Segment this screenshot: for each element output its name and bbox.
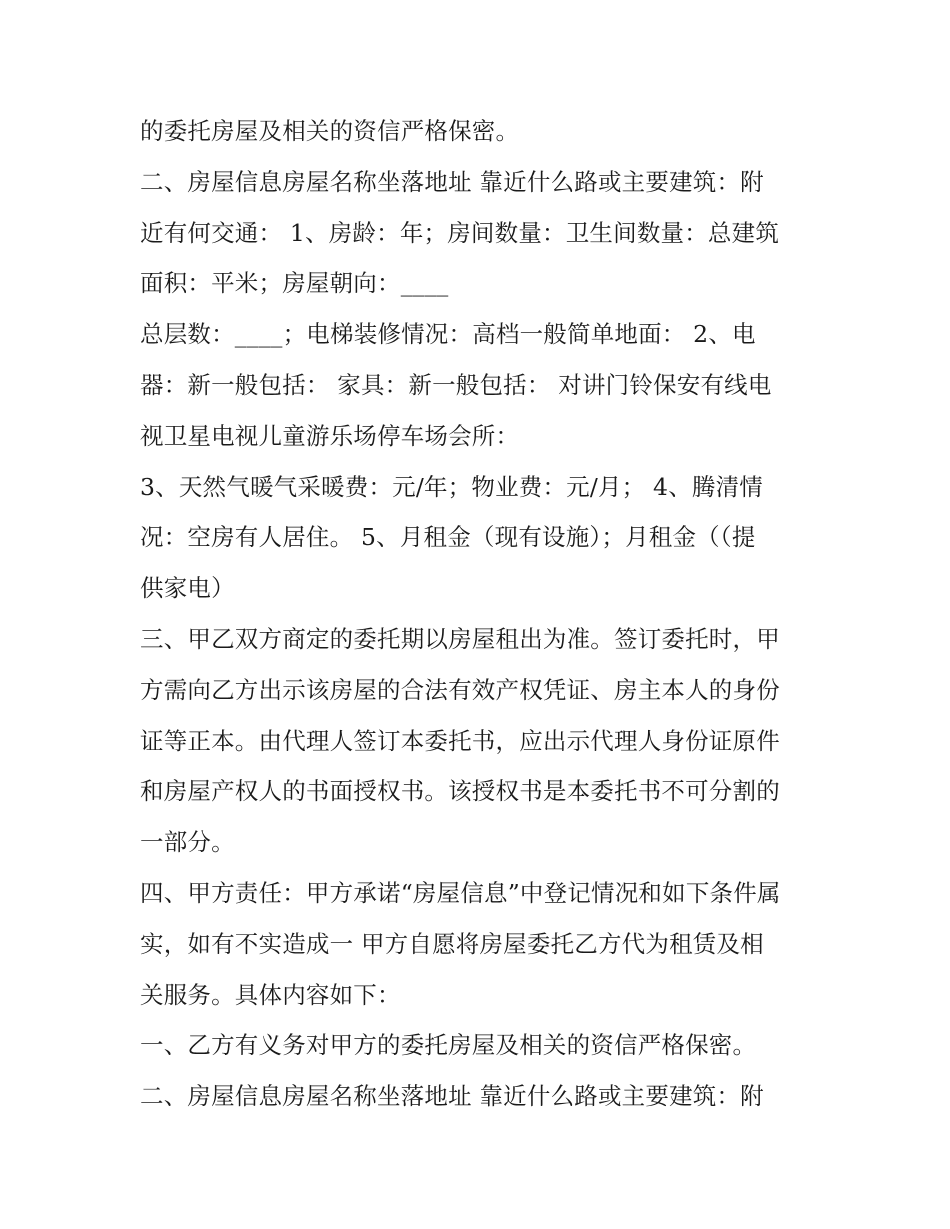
text-line: 二、房屋信息房屋名称坐落地址 靠近什么路或主要建筑：附 — [140, 1082, 764, 1111]
text-line: 供家电） — [140, 574, 235, 603]
document-body — [140, 106, 820, 1122]
text-line: 一、乙方有义务对甲方的委托房屋及相关的资信严格保密。 — [140, 1031, 757, 1060]
text-line: 一部分。 — [140, 828, 235, 857]
text-line: 三、甲乙双方商定的委托期以房屋租出为准。签订委托时，甲 — [140, 624, 780, 653]
text-line: 证等正本。由代理人签订本委托书，应出示代理人身份证原件 — [140, 726, 780, 755]
text-line: 3、天然气暖气采暖费：元/年；物业费：元/月； 4、腾清情 — [140, 472, 764, 501]
text-line: 四、甲方责任：甲方承诺“房屋信息”中登记情况和如下条件属 — [140, 878, 781, 907]
text-line: 视卫星电视儿童游乐场停车场会所： — [140, 421, 520, 450]
text-line: 总层数：____；电梯装修情况：高档一般简单地面： 2、电 — [140, 320, 756, 349]
text-line: 二、房屋信息房屋名称坐落地址 靠近什么路或主要建筑：附 — [140, 167, 764, 196]
text-line: 的委托房屋及相关的资信严格保密。 — [140, 117, 520, 145]
text-line: 方需向乙方出示该房屋的合法有效产权凭证、房主本人的身份 — [140, 675, 780, 704]
text-line: 和房屋产权人的书面授权书。该授权书是本委托书不可分割的 — [140, 777, 780, 806]
text-line: 面积：平米；房屋朝向：____ — [140, 269, 449, 298]
text-line: 况：空房有人居住。 5、月租金（现有设施）；月租金（（提 — [140, 523, 756, 552]
text-line: 近有何交通： 1、房龄：年；房间数量：卫生间数量：总建筑 — [140, 218, 780, 247]
text-line: 器：新一般包括： 家具：新一般包括： 对讲门铃保安有线电 — [140, 370, 772, 399]
text-line: 实，如有不实造成一 甲方自愿将房屋委托乙方代为租赁及相 — [140, 929, 764, 958]
text-line: 关服务。具体内容如下： — [140, 980, 401, 1009]
